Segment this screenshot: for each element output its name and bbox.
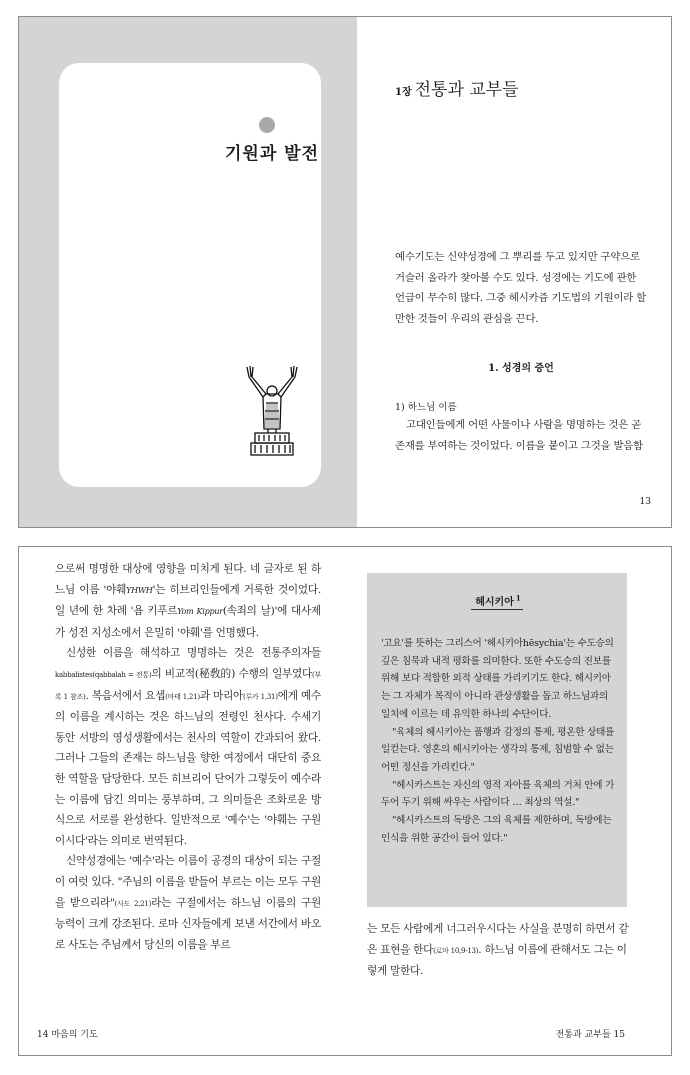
book-spread-bottom bbox=[18, 546, 672, 1056]
body-paragraph: 으로써 명명한 대상에 영향을 미치게 된다. 네 글자로 된 하느님 이름 '야훼YHWH'는 히브리인들에게 거룩한 것이었다. 일 년에 한 차례 '욤 키푸르Yom Kippur(속죄의 날)'에 대사제가 성전 지성소에서 은밀히 '야훼'를 언명했다. bbox=[55, 563, 321, 639]
chapter-intro-paragraph: 예수기도는 신약성경에 그 뿌리를 두고 있지만 구약으로 거슬러 올라가 찾아볼 수도 있다. 성경에는 기도에 관한 언급이 무수히 많다. 그중 헤시카즘 기도법의 기원이라 할 만한 것들이 우리의 관심을 끈다. bbox=[395, 251, 647, 325]
footnote-marker: 1 bbox=[515, 593, 521, 603]
section-title: 1. 성경의 증언 bbox=[488, 363, 554, 374]
chapter-title: 전통과 교부들 bbox=[414, 80, 519, 100]
book-spread-top bbox=[18, 16, 672, 528]
page-footer-left: 14 마음의 기도 bbox=[37, 1030, 98, 1040]
part-card bbox=[59, 63, 321, 487]
right-page-body: 는 모든 사람에게 너그러우시다는 사실을 분명히 하면서 같은 표현을 한다(로마 10,9-13). 하느님 이름에 관해서도 그는 이렇게 말한다. bbox=[367, 923, 629, 978]
body-paragraph: 신약성경에는 '예수'라는 이름이 공경의 대상이 되는 구절이 여럿 있다. "주님의 이름을 받들어 부르는 이는 모두 구원을 받으리라"(사도 2,21)라는 구절에서는 하느님 이름의 구원 능력이 크게 강조된다. 로마 신자들에게 보낸 서간에서 바오로 사도는 주님께서 당신의 이름을 부르 bbox=[55, 855, 321, 951]
chapter-opening-page bbox=[357, 17, 671, 527]
part-opener-page bbox=[19, 17, 357, 527]
sidebar-body bbox=[381, 635, 617, 847]
sidebar-quote: "헤시카스트는 자신의 영적 자아를 육체의 거처 안에 가두어 두기 위해 싸우는 사람이다 … 최상의 역설." bbox=[381, 779, 615, 809]
sidebar-quote: "헤시카스트의 독방은 그의 육체를 제한하며, 독방에는 인식을 위한 공간이 들어 있다." bbox=[381, 815, 612, 844]
body-paragraph: 고대인들에게 어떤 사물이나 사람을 명명하는 것은 곧 존재를 부여하는 것이었다. 이름을 붙이고 그것을 발음함 bbox=[395, 419, 643, 452]
subsection-title: 1) 하느님 이름 bbox=[395, 402, 457, 413]
body-paragraph: 신성한 이름을 해석하고 명명하는 것은 전통주의자들 kabbalistes(qabbalah = 전통)의 비교적(秘敎的) 수행의 일부였다(부록 1 참조). 복음서에서 요셉(마태 1,21)과 마리아(루카 1,31)에게 예수의 이름을 계시하는 것은 하느님의 전령인 천사다. 수세기 동안 서방의 영성생활에서는 천사의 역할이 간과되어 왔다. 그러나 그들의 존재는 하느님을 향한 여정에서 대단히 중요한 역할을 담당한다. 모든 히브리어 단어가 그렇듯이 예수라는 이름에 담긴 의미는 풍부하며, 그 의미들은 조화로운 방식으로 서로를 완성한다. 일반적으로 '예수'는 '야훼는 구원이시다'라는 의미로 번역된다. bbox=[55, 647, 322, 847]
chapter-number: 1장 bbox=[395, 87, 412, 98]
praying-figure-illustration bbox=[239, 363, 305, 459]
left-page-body bbox=[55, 559, 321, 955]
hesychia-sidebar-box bbox=[367, 573, 627, 907]
page-number: 13 bbox=[639, 497, 651, 507]
decorative-dot bbox=[259, 117, 275, 133]
chapter-heading bbox=[395, 75, 519, 100]
sidebar-quote: "육체의 헤시키아는 품행과 감정의 통제, 평온한 상태를 일컫는다. 영혼의 헤시키아는 생각의 통제, 침범할 수 없는 어떤 정신을 가리킨다." bbox=[381, 726, 615, 773]
part-title: 기원과 발전 bbox=[225, 144, 320, 164]
sidebar-title: 헤시키아 $^1$ bbox=[367, 593, 627, 608]
sidebar-paragraph: '고요'를 뜻하는 그리스어 '헤시키아hēsychia'는 수도승의 깊은 침묵과 내적 평화를 의미한다. 또한 수도승의 진보를 위해 보다 적합한 외적 상태를 가리키기도 한다. 헤시키아는 그 자체가 목적이 아니라 관상생활을 돕고 하느님과의 일치에 이르는 데 유익한 하나의 수단이다. bbox=[381, 638, 614, 720]
page-footer-right: 전통과 교부들 15 bbox=[555, 1030, 625, 1040]
